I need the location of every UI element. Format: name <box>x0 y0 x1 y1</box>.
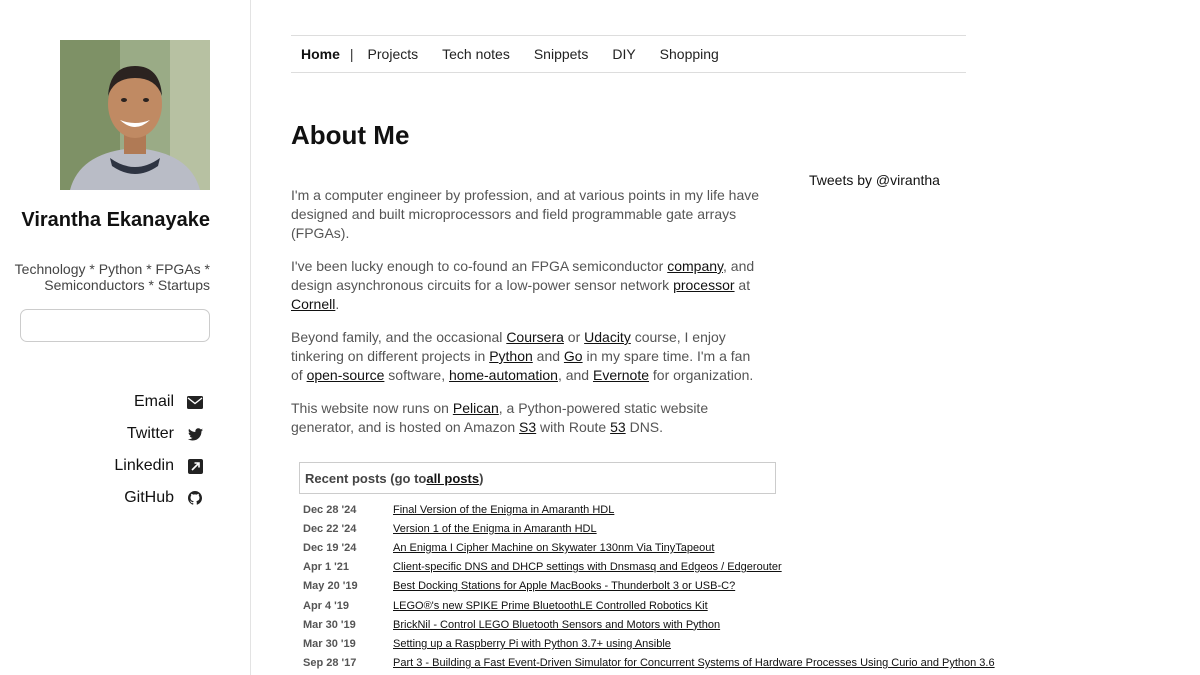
post-date: Sep 28 '17 <box>303 657 357 670</box>
post-date: Dec 19 '24 <box>303 541 357 554</box>
about-paragraph-3 <box>291 328 761 385</box>
nav-home[interactable]: Home <box>301 46 340 62</box>
text: I've been lucky enough to co-found an FPGA semiconductor <box>291 258 668 274</box>
nav-shopping[interactable]: Shopping <box>659 46 719 62</box>
search-input[interactable] <box>20 309 210 342</box>
post-row <box>299 500 776 519</box>
go-link[interactable]: Go <box>563 348 583 364</box>
text: . <box>335 296 340 312</box>
post-row <box>299 596 776 615</box>
post-link[interactable]: Version 1 of the Enigma in Amaranth HDL <box>393 522 597 535</box>
s3-link[interactable]: S3 <box>519 419 537 435</box>
nav-separator: | <box>349 46 354 62</box>
github-link[interactable] <box>114 482 204 514</box>
post-row <box>299 577 776 596</box>
about-paragraph-4 <box>291 399 761 437</box>
udacity-link[interactable]: Udacity <box>584 329 631 345</box>
text: DNS. <box>625 419 664 435</box>
home-automation-link[interactable]: home-automation <box>449 367 558 383</box>
text: This website now runs on <box>291 400 453 416</box>
header-prefix: Recent posts (go to <box>305 470 427 486</box>
evernote-link[interactable]: Evernote <box>592 367 650 383</box>
email-label: Email <box>133 393 174 410</box>
post-date: Mar 30 '19 <box>303 618 356 631</box>
post-row <box>299 654 995 673</box>
profile-photo <box>60 40 210 190</box>
github-icon <box>186 489 204 507</box>
profile-tagline: Technology * Python * FPGAs * Semiconductors * Startups <box>14 261 210 293</box>
nav-projects[interactable]: Projects <box>367 46 419 62</box>
twitter-label: Twitter <box>126 425 174 442</box>
text: , and design asynchronous circuits for a low-power sensor network <box>291 258 755 293</box>
post-row <box>299 519 776 538</box>
cornell-link[interactable]: Cornell <box>291 296 336 312</box>
page-title: About Me <box>291 120 410 150</box>
processor-link[interactable]: processor <box>673 277 735 293</box>
post-date: May 20 '19 <box>303 580 358 593</box>
envelope-icon <box>186 393 204 411</box>
post-link[interactable]: Client-specific DNS and DHCP settings with Dnsmasq and Edgeos / Edgerouter <box>393 561 782 574</box>
header-suffix: ) <box>479 470 484 486</box>
text: course, I enjoy tinkering on different projects in <box>291 329 726 364</box>
post-link[interactable]: Best Docking Stations for Apple MacBooks - Thunderbolt 3 or USB-C? <box>393 580 736 593</box>
top-nav <box>291 35 966 73</box>
python-link[interactable]: Python <box>489 348 533 364</box>
all-posts-link[interactable]: all posts <box>426 470 480 486</box>
about-content <box>291 186 761 451</box>
company-link[interactable]: company <box>667 258 724 274</box>
post-date: Mar 30 '19 <box>303 637 356 650</box>
post-date: Apr 1 '21 <box>303 561 350 574</box>
github-label: GitHub <box>124 489 174 506</box>
linkedin-label: Linkedin <box>114 457 174 474</box>
post-link[interactable]: BrickNil - Control LEGO Bluetooth Sensors and Motors with Python <box>393 618 721 631</box>
about-paragraph-1: I'm a computer engineer by profession, and at various points in my life have designed and built microprocessors and field programmable gate arrays (FPGAs). <box>291 187 760 241</box>
nav-snippets[interactable]: Snippets <box>533 46 589 62</box>
social-links <box>114 386 204 514</box>
nav-diy[interactable]: DIY <box>612 46 636 62</box>
tweets-link[interactable]: Tweets by @virantha <box>809 172 940 188</box>
post-date: Apr 4 '19 <box>303 599 350 612</box>
twitter-icon <box>186 425 204 443</box>
post-row <box>299 558 782 577</box>
avatar[interactable] <box>60 40 210 190</box>
about-paragraph-2 <box>291 257 761 314</box>
nav-tech-notes[interactable]: Tech notes <box>442 46 510 62</box>
external-link-icon <box>186 457 204 475</box>
text: with Route <box>536 419 611 435</box>
coursera-link[interactable]: Coursera <box>506 329 564 345</box>
text: and <box>532 348 564 364</box>
route53-link[interactable]: 53 <box>610 419 626 435</box>
text: or <box>563 329 585 345</box>
twitter-link[interactable] <box>114 418 204 450</box>
text: for organization. <box>649 367 754 383</box>
text: , and <box>557 367 593 383</box>
post-date: Dec 22 '24 <box>303 522 357 535</box>
text: at <box>734 277 751 293</box>
email-link[interactable] <box>114 386 204 418</box>
pelican-link[interactable]: Pelican <box>452 400 499 416</box>
profile-name: Virantha Ekanayake <box>21 209 210 231</box>
text: Beyond family, and the occasional <box>291 329 507 345</box>
open-source-link[interactable]: open-source <box>306 367 385 383</box>
post-date: Dec 28 '24 <box>303 503 357 516</box>
post-row <box>299 634 776 653</box>
text: in my spare time. I'm a fan of <box>291 348 751 383</box>
post-list <box>299 500 995 673</box>
post-row <box>299 615 776 634</box>
text: software, <box>384 367 449 383</box>
recent-posts <box>299 462 995 673</box>
post-row <box>299 538 776 557</box>
post-link[interactable]: Final Version of the Enigma in Amaranth HDL <box>393 503 615 516</box>
post-link[interactable]: Setting up a Raspberry Pi with Python 3.7+ using Ansible <box>393 637 671 650</box>
post-link[interactable]: Part 3 - Building a Fast Event-Driven Simulator for Concurrent Systems of Hardware Processes Using Curio and Python 3.6 <box>393 657 995 670</box>
post-link[interactable]: An Enigma I Cipher Machine on Skywater 130nm Via TinyTapeout <box>393 541 715 554</box>
text: , a Python-powered static website generator, and is hosted on Amazon <box>291 400 709 435</box>
sidebar <box>0 0 251 675</box>
post-link[interactable]: LEGO®'s new SPIKE Prime BluetoothLE Controlled Robotics Kit <box>393 599 708 612</box>
recent-posts-header <box>299 462 776 494</box>
linkedin-link[interactable] <box>114 450 204 482</box>
